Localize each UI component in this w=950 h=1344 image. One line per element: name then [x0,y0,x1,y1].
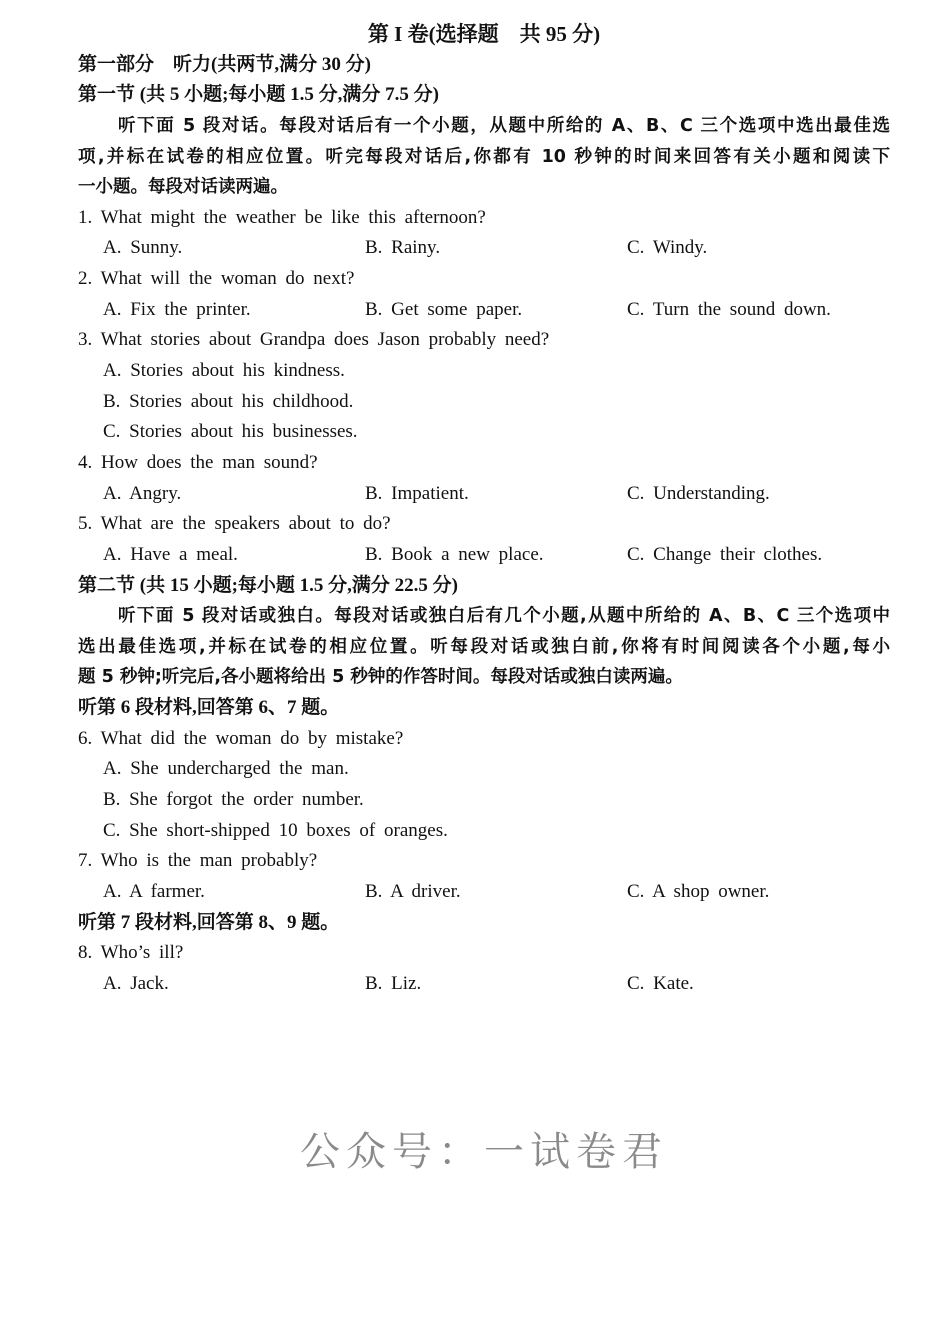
question: 6. What did the woman do by mistake? [78,727,404,749]
question: 5. What are the speakers about to do? [78,513,391,535]
answer-option: C. Windy. [627,237,708,259]
section-heading: 第一节 (共 5 小题;每小题 1.5 分,满分 7.5 分) [78,84,439,106]
answer-option: C. Turn the sound down. [627,298,831,320]
answer-options-row [0,540,950,571]
answer-option: A. Angry. [103,482,182,504]
answer-options-row [0,233,950,264]
question: 8. Who’s ill? [78,942,184,964]
answer-option: A. Jack. [103,972,169,994]
instructions-line: 题 5 秒钟;听完后,各小题将给出 5 秒钟的作答时间。每段对话或独白读两遍。 [78,667,683,688]
question: 1. What might the weather be like this afternoon? [78,206,486,228]
answer-option: B. Book a new place. [365,543,544,565]
material-heading: 听第 7 段材料,回答第 8、9 题。 [78,911,340,933]
question: 4. How does the man sound? [78,451,318,473]
answer-option: B. Impatient. [365,482,469,504]
instructions-line: 听下面 5 段对话或独白。每段对话或独白后有几个小题,从题中所给的 A、B、C 三个选项中 [118,606,890,627]
answer-option: A. Stories about his kindness. [103,360,345,382]
answer-option: C. She short-shipped 10 boxes of oranges. [103,819,448,841]
answer-options-row [0,877,950,908]
section-title: 第 I 卷(选择题 共 95 分) [367,22,601,46]
answer-option: A. She undercharged the man. [103,758,349,780]
question: 2. What will the woman do next? [78,268,355,290]
exam-page [0,19,950,1000]
answer-option: C. A shop owner. [627,880,770,902]
answer-options-row [0,479,950,510]
answer-option: A. A farmer. [103,880,205,902]
section-heading: 第二节 (共 15 小题;每小题 1.5 分,满分 22.5 分) [78,574,458,596]
instructions-line: 听下面 5 段对话。每段对话后有一个小题，从题中所给的 A、B、C 三个选项中选出最佳选 [118,115,890,136]
answer-option: C. Kate. [627,972,694,994]
question: 7. Who is the man probably? [78,850,318,872]
answer-option: A. Sunny. [103,237,183,259]
answer-options-row [0,295,950,326]
answer-option: B. Rainy. [365,237,441,259]
answer-option: B. She forgot the order number. [103,789,364,811]
answer-option: B. Get some paper. [365,298,523,320]
answer-option: C. Stories about his businesses. [103,421,358,443]
answer-option: C. Understanding. [627,482,770,504]
answer-option: B. Stories about his childhood. [103,390,354,412]
answer-option: B. Liz. [365,972,422,994]
material-heading: 听第 6 段材料,回答第 6、7 题。 [78,697,340,719]
question: 3. What stories about Grandpa does Jason probably need? [78,329,550,351]
answer-options-row [0,969,950,1000]
answer-option: A. Fix the printer. [103,298,251,320]
answer-option: C. Change their clothes. [627,543,823,565]
section-heading: 第一部分 听力(共两节,满分 30 分) [78,53,371,75]
instructions-line: 项,并标在试卷的相应位置。听完每段对话后,你都有 10 秒钟的时间来回答有关小题和阅读下 [78,146,890,167]
instructions-line: 选出最佳选项,并标在试卷的相应位置。听每段对话或独白前,你将有时间阅读各个小题,每小 [78,636,890,657]
watermark: 公众号：一试卷君 [300,1129,668,1175]
answer-option: A. Have a meal. [103,543,238,565]
answer-option: B. A driver. [365,880,461,902]
instructions-line: 一小题。每段对话读两遍。 [78,177,288,198]
